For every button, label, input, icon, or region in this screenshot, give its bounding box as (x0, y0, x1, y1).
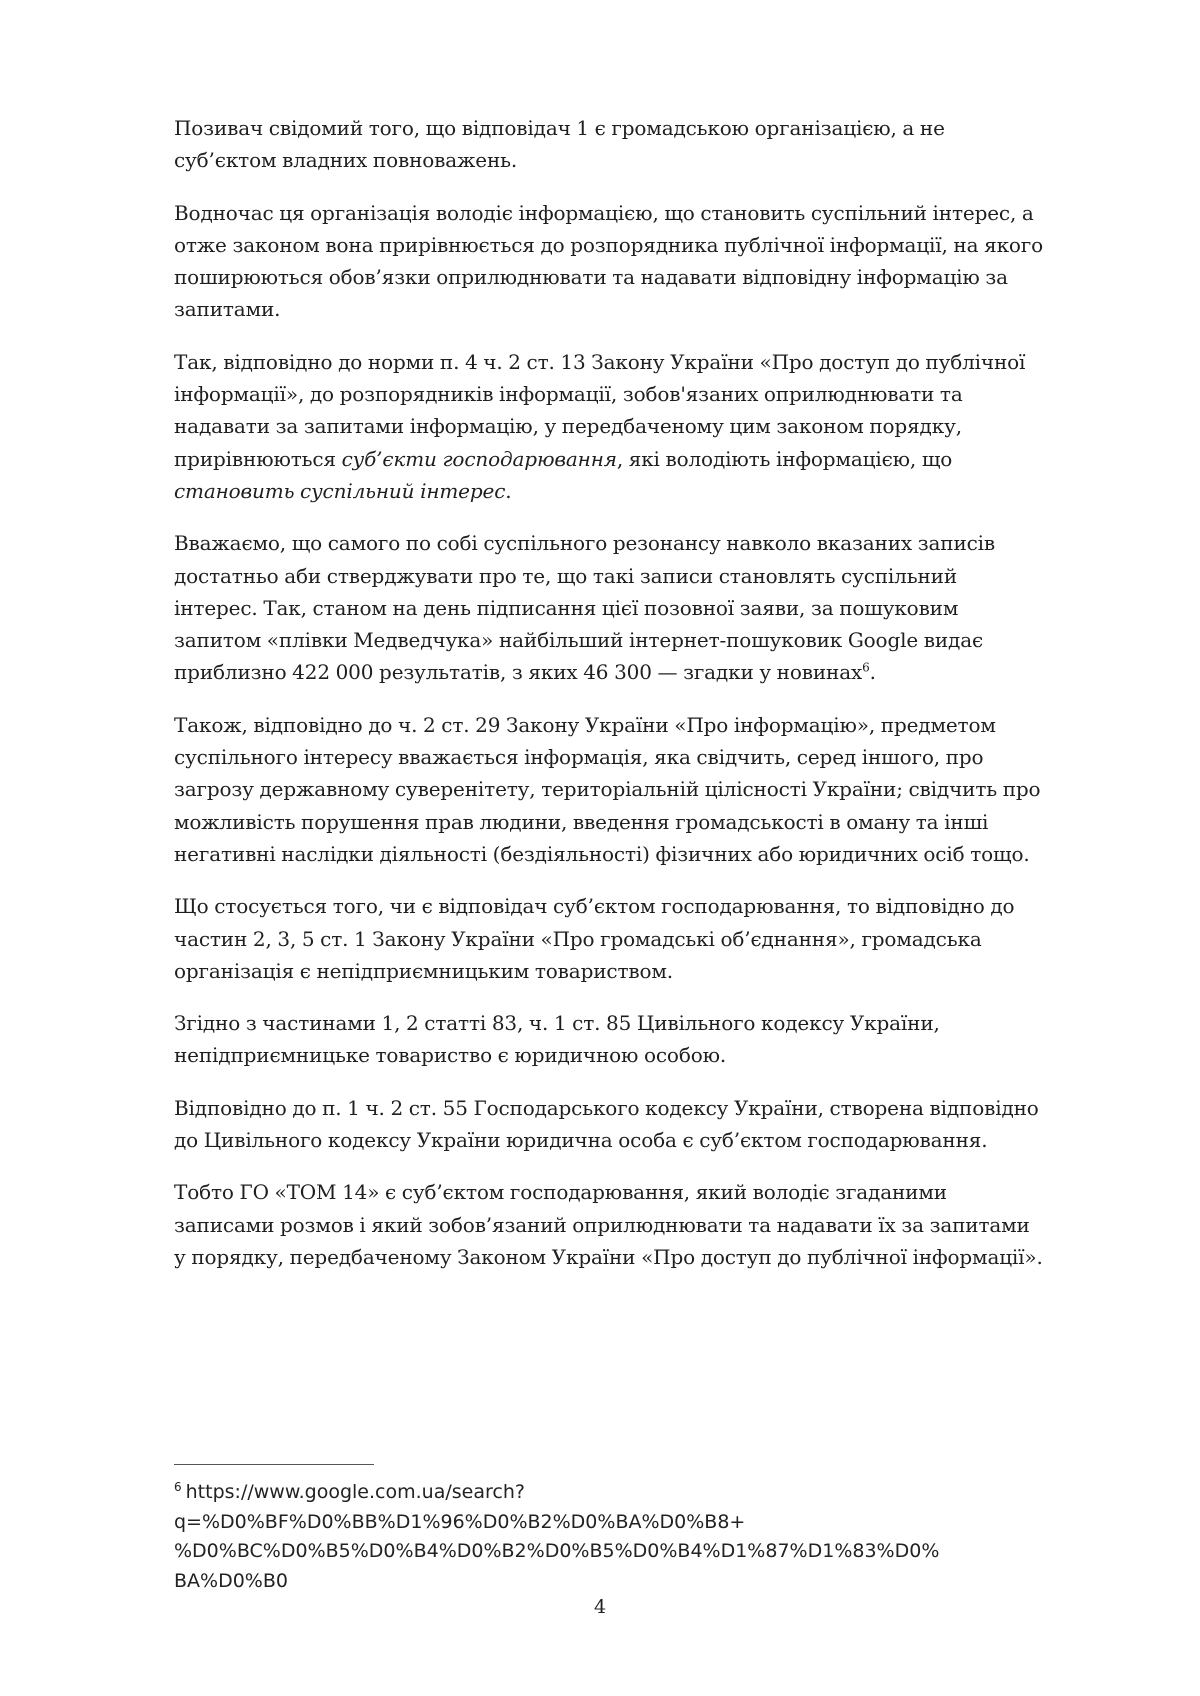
paragraph-2 (174, 197, 1046, 326)
paragraph-6 (174, 890, 1046, 987)
paragraph-5-text: Також, відповідно до ч. 2 ст. 29 Закону України «Про інформацію», предметом суспільного інтересу вважається інформація, яка свідчить, серед іншого, про загрозу державному суверенітету, територіальній цілісності України; свідчить про можливість порушення прав людини, введення громадськості в оману та інші негативні наслідки діяльності (бездіяльності) фізичних або юридичних осіб тощо. (174, 712, 1041, 866)
paragraph-3-text-a: Так, відповідно до норми п. 4 ч. 2 ст. 13 Закону України «Про доступ до публічної інформації», до розпорядників інформації, зобов'язаних оприлюднювати та надавати за запитами інформацію, у передбаченому цим законом порядку, прирівнюються (174, 349, 1026, 471)
page-number: 4 (593, 1596, 607, 1618)
paragraph-3-text-b: , які володіють інформацією, що (616, 446, 953, 471)
paragraph-7 (174, 1007, 1046, 1072)
paragraph-2-text: Водночас ця організація володіє інформацією, що становить суспільний інтерес, а отже законом вона прирівнюється до розпорядника публічної інформації, на якого поширюються обов’язки оприлюднювати та надавати відповідну інформацію за запитами. (174, 200, 1044, 322)
footnote-reference[interactable]: 6 (862, 660, 870, 675)
footnote-line-1[interactable] (174, 1478, 1054, 1508)
paragraph-8 (174, 1092, 1046, 1157)
paragraph-6-text: Що стосується того, чи є відповідач суб’єктом господарювання, то відповідно до частин 2, 3, 5 ст. 1 Закону України «Про громадські об’єднання», громадська організація є непідприємницьким товариством. (174, 894, 1015, 983)
footnote-mark: 6 (174, 1479, 182, 1494)
body-text (174, 112, 1046, 1293)
footnote-url-part-4[interactable]: BA%D0%B0 (174, 1569, 288, 1592)
italic-public-interest: становить суспільний інтерес (174, 478, 506, 503)
paragraph-1 (174, 112, 1046, 177)
paragraph-7-text: Згідно з частинами 1, 2 статті 83, ч. 1 ст. 85 Цивільного кодексу України, непідприємницьке товариство є юридичною особою. (174, 1011, 940, 1068)
footnote-url-part-1[interactable]: https://www.google.com.ua/search? (185, 1481, 525, 1503)
paragraph-4 (174, 527, 1046, 688)
paragraph-8-text: Відповідно до п. 1 ч. 2 ст. 55 Господарського кодексу України, створена відповідно до Цивільного кодексу України юридична особа є суб’єктом господарювання. (174, 1095, 1039, 1153)
footnote-url-part-2[interactable]: q=%D0%BF%D0%BB%D1%96%D0%B2%D0%BA%D0%B8+ (174, 1510, 746, 1533)
paragraph-9-text: Тобто ГО «ТОМ 14» є суб’єктом господарювання, який володіє згаданими записами розмов і який зобов’язаний оприлюднювати та надавати їх за запитами у порядку, передбаченому Законом України «Про доступ до публічної інформації». (174, 1180, 1043, 1269)
paragraph-4-end: . (869, 660, 876, 685)
paragraph-5 (174, 709, 1046, 870)
paragraph-9 (174, 1176, 1046, 1273)
footnote-separator (174, 1464, 374, 1465)
paragraph-3-text-c: . (505, 478, 512, 503)
footnote-url-part-3[interactable]: %D0%BC%D0%B5%D0%B4%D0%B2%D0%B5%D0%B4%D1%87%D1%83%D0% (174, 1540, 940, 1562)
paragraph-1-text: Позивач свідомий того, що відповідач 1 є громадською організацією, а не суб’єктом владних повноважень. (174, 116, 945, 173)
italic-business-entities: суб’єкти господарювання (341, 446, 617, 471)
paragraph-3 (174, 346, 1046, 507)
paragraph-4-text: Вважаємо, що самого по собі суспільного резонансу навколо вказаних записів достатньо аби стверджувати про те, що такі записи становлять суспільний інтерес. Так, станом на день підписання цієї позовної заяви, за пошуковим запитом «плівки Медведчука» найбільший інтернет-пошуковик Google видає приблизно 422 000 результатів, з яких 46 300 — згадки у новинах (174, 531, 996, 685)
footnote (174, 1478, 1054, 1596)
